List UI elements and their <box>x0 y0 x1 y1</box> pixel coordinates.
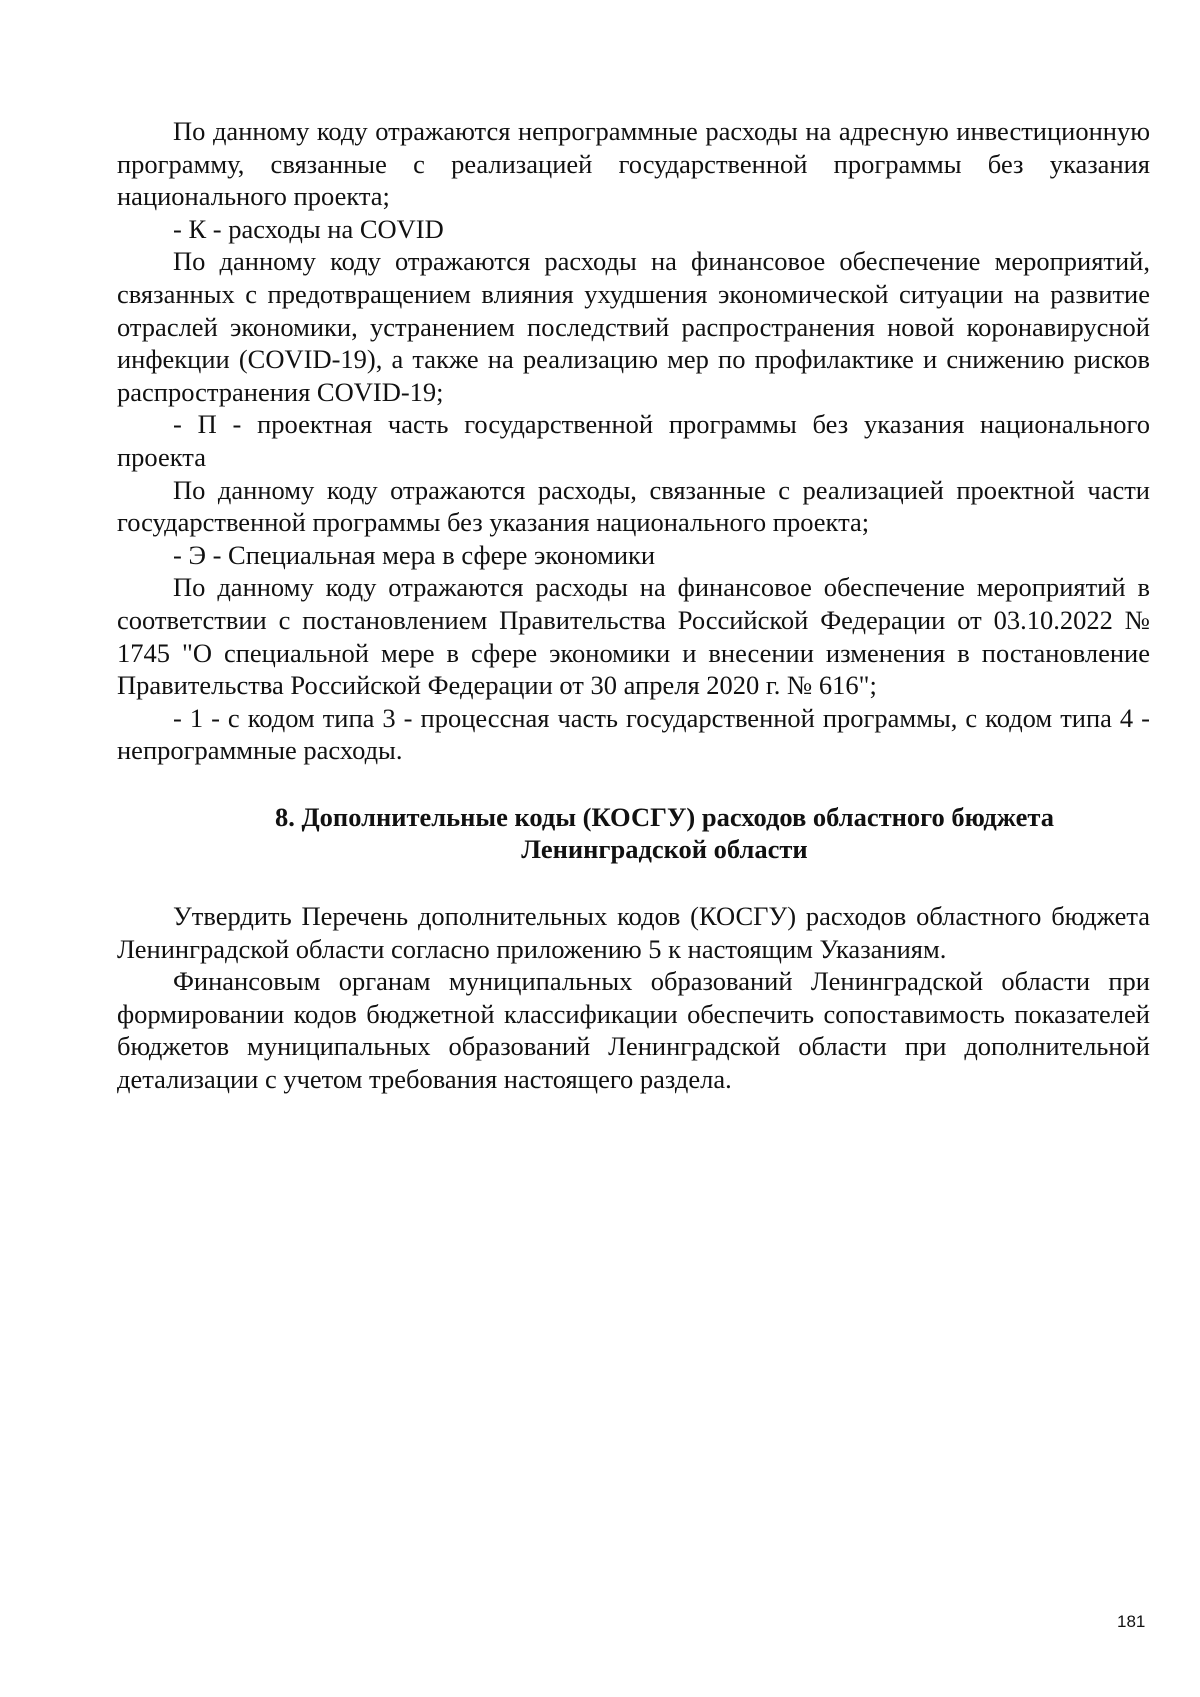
paragraph-financial-bodies: Финансовым органам муниципальных образований Ленинградской области при формировании кодов бюджетной классификации обеспечить сопоставимость показателей бюджетов муниципальных образований Ленинградской области при дополнительной детализации с учетом требования настоящего раздела. <box>117 966 1150 1095</box>
list-item-code-1: - 1 - с кодом типа 3 - процессная часть государственной программы, с кодом типа 4 - непрограммные расходы. <box>117 702 1150 766</box>
paragraph-project-part: По данному коду отражаются расходы, связанные с реализацией проектной части государственной программы без указания национального проекта; <box>117 474 1150 538</box>
page-number: 181 <box>1117 1612 1146 1631</box>
paragraph-approve-list: Утвердить Перечень дополнительных кодов (КОСГУ) расходов областного бюджета Ленинградской области согласно приложению 5 к настоящим Указаниям. <box>117 901 1150 964</box>
list-item-code-k: - К - расходы на COVID <box>173 213 444 244</box>
paragraph-investment-program: По данному коду отражаются непрограммные расходы на адресную инвестиционную программу, связанные с реализацией государственной программы без указания национального проекта; <box>117 116 1150 212</box>
paragraph-special-measure: По данному коду отражаются расходы на финансовое обеспечение мероприятий в соответствии с постановлением Правительства Российской Федерации от 03.10.2022 № 1745 "О специальной мере в сфере экономики и внесении изменения в постановление Правительства Российской Федерации от 30 апреля 2020 г. № 616"; <box>117 572 1150 701</box>
paragraph-covid-expenses: По данному коду отражаются расходы на финансовое обеспечение мероприятий, связанных с предотвращением влияния ухудшения экономической ситуации на развитие отраслей экономики, устранением последствий распространения новой коронавирусной инфекции (COVID-19), а также на реализацию мер по профилактике и снижению рисков распространения COVID-19; <box>117 246 1150 407</box>
section-heading-line-2: Ленинградской области <box>521 834 808 865</box>
section-heading-line-1: 8. Дополнительные коды (КОСГУ) расходов областного бюджета <box>274 801 1055 832</box>
list-item-code-p: - П - проектная часть государственной программы без указания национального проекта <box>117 409 1150 472</box>
document-body <box>117 115 1150 1096</box>
section-heading <box>117 801 1150 866</box>
list-item-code-e: - Э - Специальная мера в сфере экономики <box>173 539 656 570</box>
